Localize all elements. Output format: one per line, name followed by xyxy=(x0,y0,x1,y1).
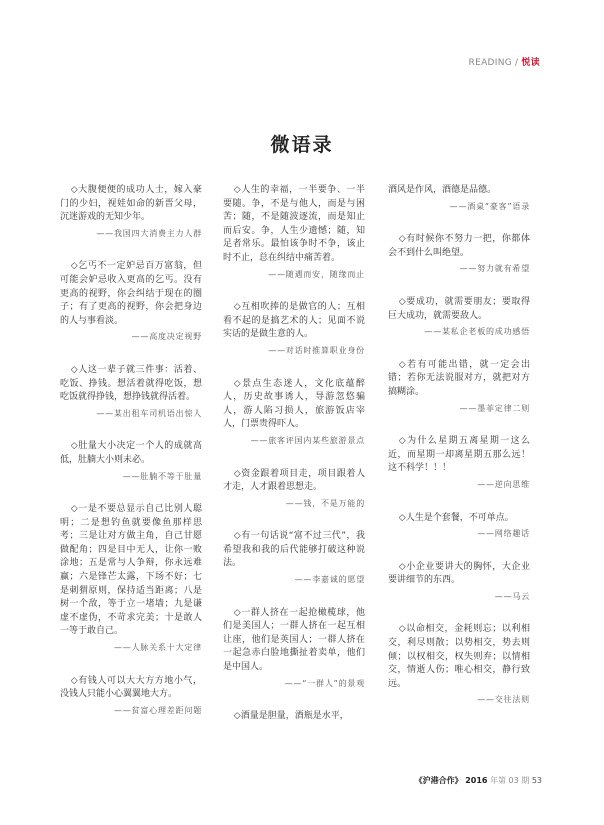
quote-source: ——我国四大消费主力人群 xyxy=(96,228,202,238)
quote-entry xyxy=(388,184,530,213)
column-1 xyxy=(60,184,202,737)
quote-text: ◇景点生态迷人，文化底蕴醉人，历史故事诱人，导游忽悠骗人，游人陷习损人，旅游饭店宰人，门票贵得吓人。 xyxy=(223,378,365,430)
quote-text: ◇若有可能出错，就一定会出错；若你无法说服对方，就把对方搞糊涂。 xyxy=(388,359,530,397)
quote-text: ◇以命相交，金耗则忘；以利相交，利尽则散；以势相交，势去则倾；以权相交，权失则弃；以情相交，情逝人伤；唯心相交，静行致远。 xyxy=(388,624,530,689)
quote-text: ◇乞丐不一定妒忌百万富翁，但可能会妒忌收入更高的乞丐。没有更高的视野，你会纠结于现在的圈子；有了更高的视野，你会把身边的人与事看淡。 xyxy=(60,261,202,326)
quote-source: ——贫富心理差距问题 xyxy=(114,705,202,715)
quote-text: ◇为什么星期五离星期一这么近，而星期一却离星期五那么远！这不科学！！！ xyxy=(388,436,530,474)
quote-source: ——高度决定视野 xyxy=(131,332,202,342)
quote-text: ◇一群人挤在一起抢橄榄球，他们是美国人；一群人挤在一起互相让座，他们是英国人；一群人挤在一起急赤白脸地撕扯着卖单，他们是中国人。 xyxy=(223,607,365,673)
quote-text: ◇有钱人可以大大方方地小气，没钱人只能小心翼翼地大方。 xyxy=(60,675,202,700)
quote-entry xyxy=(388,359,530,415)
quote-source: ——酒桌“豪客”语录 xyxy=(449,201,530,211)
quote-source: ——李嘉诚的愿望 xyxy=(294,575,365,585)
quote-text: ◇酒量是胆量，酒瓶是水平， xyxy=(233,711,349,722)
quote-source: ——钱，不是万能的 xyxy=(285,498,365,508)
page-footer xyxy=(415,775,542,786)
quote-text: ◇资金跟着项目走，项目跟着人才走，人才跟着思想走。 xyxy=(223,468,365,493)
quote-text: ◇互相吹捧的是做官的人；互相看不起的是搞艺术的人；见面不说实话的是做生意的人。 xyxy=(223,302,365,340)
quote-text: ◇一是不要总显示自己比别人聪明；二是想钓鱼就要像鱼那样思考；三是让对方做主角，自己甘愿做配角；四是目中无人，让你一败涂地；五是常与人争辩，你永远难赢；六是锋芒太露，下场不好；七是刺猬原则，保持适当距离；八是树一个敌，等于立一堵墙；九是谦虚不虚伪，不苛求完美；十是敢人一等于敢自己。 xyxy=(60,504,202,637)
section-header xyxy=(469,55,540,68)
quote-source: ——马云 xyxy=(494,591,530,601)
quote-source: ——对话时推算职业身份 xyxy=(268,345,365,355)
quote-source: ——努力就有希望 xyxy=(459,264,530,274)
quote-source: ——随遇而安，随缘而止 xyxy=(268,269,365,279)
separator: / xyxy=(515,58,519,68)
quote-entry xyxy=(60,675,202,718)
quote-entry xyxy=(388,296,530,339)
quote-entry xyxy=(388,623,530,707)
quote-source: ——旅客评国内某些旅游景点 xyxy=(250,435,365,445)
quote-source: ——肚腩不等于肚量 xyxy=(122,471,202,481)
quote-source: ——人脉关系十大定律 xyxy=(114,643,202,653)
quote-source: ——某出租车司机语出惊人 xyxy=(96,408,202,418)
quote-text: ◇有时候你不努力一把，你都体会不到什么叫绝望。 xyxy=(388,234,530,258)
quote-text: ◇有一句话说“富不过三代”，我希望我和我的后代能够打破这种说法。 xyxy=(223,531,365,569)
column-2 xyxy=(223,184,365,744)
quote-entry xyxy=(223,607,365,691)
category-label: READING xyxy=(468,58,513,68)
quote-source: ——墨菲定律二则 xyxy=(459,403,530,413)
quote-text: ◇人这一辈子就三件事：活着、吃饭、挣钱。想活着就得吃饭，想吃饭就得挣钱，想挣钱就得活着。 xyxy=(60,364,202,403)
quote-entry xyxy=(223,530,365,586)
issue-year: 2016 xyxy=(465,776,488,785)
quote-text: ◇小企业要讲大的胸怀，大企业要讲细节的东西。 xyxy=(388,561,530,586)
section-label: 悦读 xyxy=(521,58,540,68)
quote-source: ——网络趣话 xyxy=(477,529,530,539)
quote-entry xyxy=(223,468,365,511)
quote-text: ◇人生的幸福，一半要争、一半要随。争，不是与他人，而是与困苦；随，不是随波逐流，而是知止而后安。争，人生少遗憾；随，知足者常乐。最怕该争时不争，该止时不止，总在纠结中痛苦着。 xyxy=(223,185,365,263)
quote-entry xyxy=(388,435,530,491)
quote-entry xyxy=(388,233,530,276)
quote-source: ——“一群人”的景观 xyxy=(284,678,365,688)
quote-entry xyxy=(60,364,202,420)
quote-entry xyxy=(223,378,365,448)
quote-entry xyxy=(388,512,530,541)
magazine-name: 《沪港合作》 xyxy=(414,776,463,785)
quote-entry xyxy=(60,440,202,483)
page-title: 微语录 xyxy=(270,134,334,156)
quote-entry xyxy=(223,184,365,281)
page-number: 53 xyxy=(531,776,542,785)
quote-text: ◇人生是个套餐，不可单点。 xyxy=(398,512,514,523)
quote-text: ◇大腹便便的成功人士，嫁入豪门的少妇，视娃如命的新晋父母，沉迷游戏的无知少年。 xyxy=(60,185,202,223)
quote-source: ——交往法则 xyxy=(477,695,530,705)
quote-entry xyxy=(223,301,365,357)
quote-source: ——逆向思维 xyxy=(477,479,530,489)
quote-entry xyxy=(60,184,202,240)
quote-text: 酒风是作风，酒德是品德。 xyxy=(388,185,497,195)
column-3 xyxy=(388,184,530,727)
quote-text: ◇肚量大小决定一个人的成就高低，肚腩大小则未必。 xyxy=(60,441,202,465)
quote-source: ——某私企老板的成功感悟 xyxy=(424,327,530,337)
quote-entry xyxy=(223,710,365,724)
quote-entry xyxy=(60,260,202,344)
quote-entry xyxy=(60,503,202,655)
quote-text: ◇要成功，就需要朋友；要取得巨大成功，就需要敌人。 xyxy=(388,296,530,321)
quote-entry xyxy=(388,561,530,604)
issue-number: 年第 03 期 xyxy=(490,776,530,785)
